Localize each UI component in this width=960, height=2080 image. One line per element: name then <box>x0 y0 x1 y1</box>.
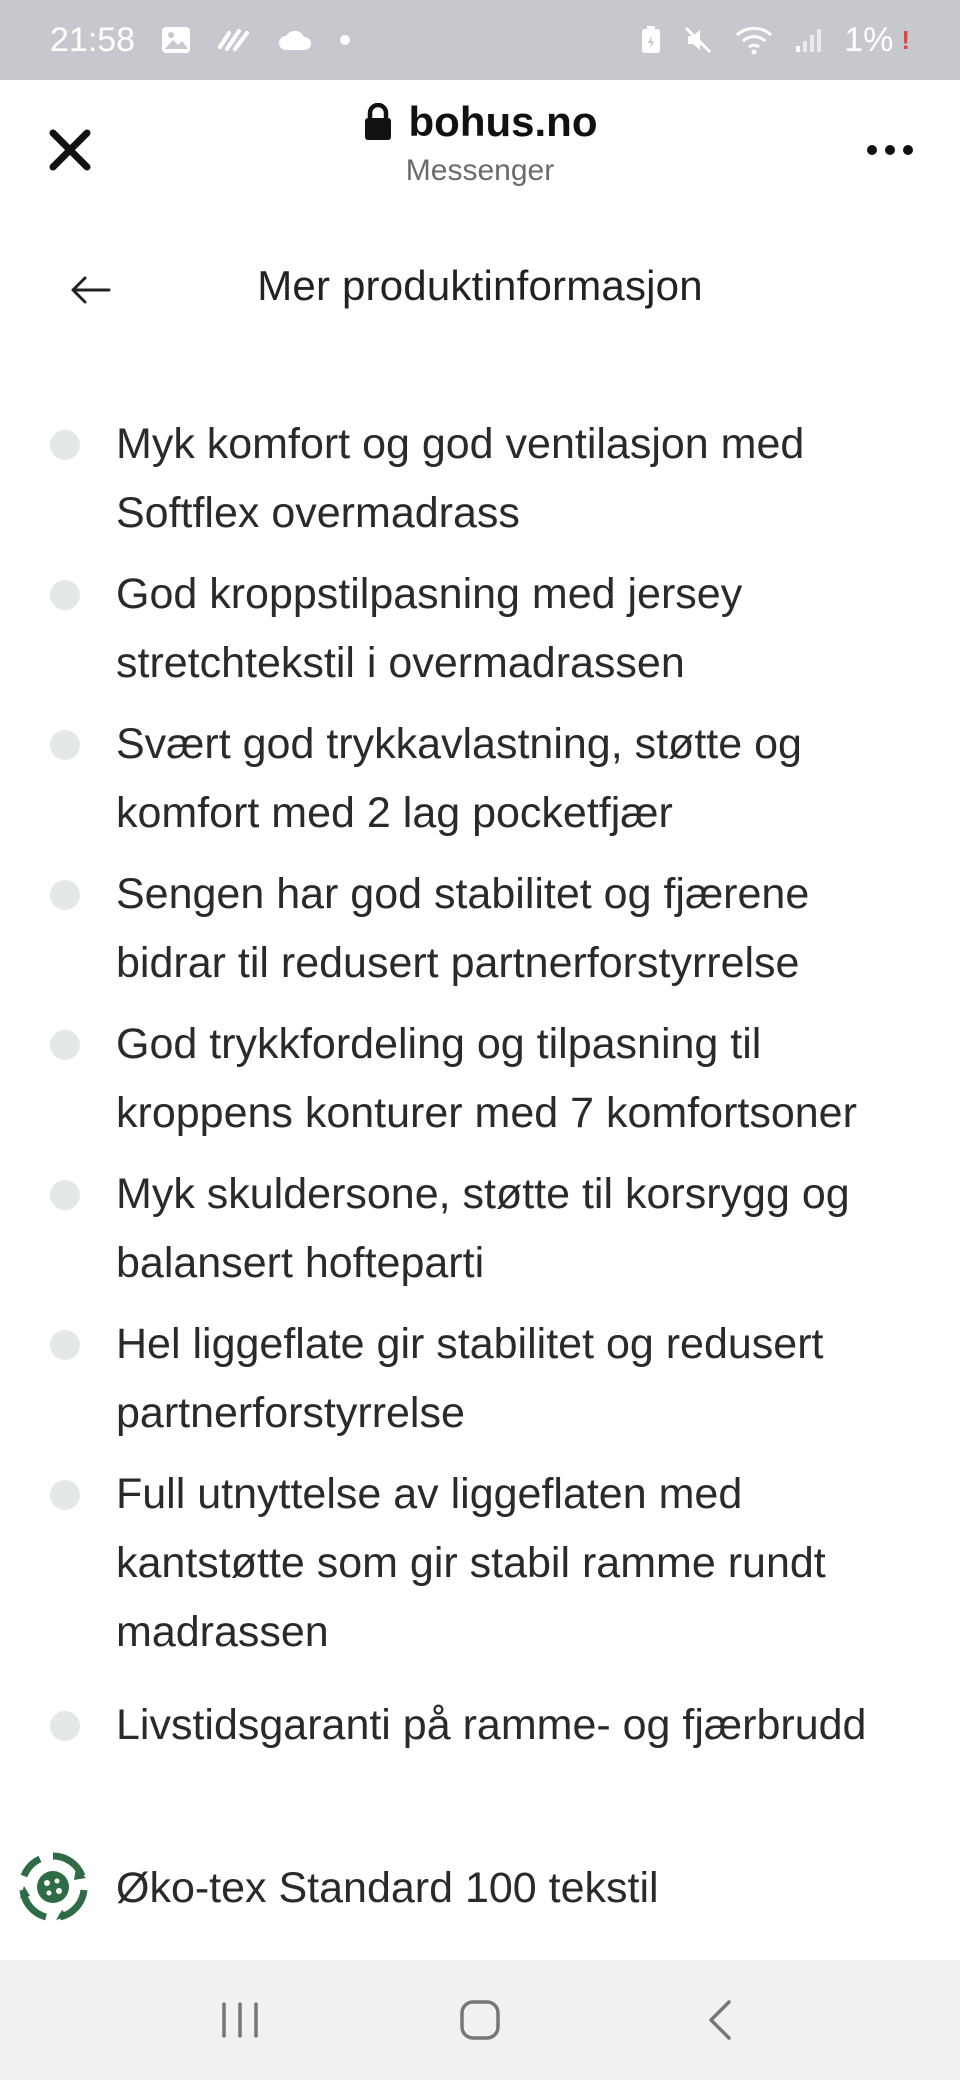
status-right <box>640 21 910 60</box>
browser-subtitle: Messenger <box>405 154 555 187</box>
list-item <box>0 710 960 848</box>
gallery-icon <box>161 26 191 54</box>
close-icon <box>48 128 92 172</box>
status-left <box>50 21 351 60</box>
list-item <box>0 1691 960 1760</box>
status-bar <box>0 0 960 80</box>
home-icon <box>458 1998 502 2042</box>
list-item <box>0 1010 960 1148</box>
url-line <box>280 98 680 146</box>
bullet-icon <box>50 1480 80 1510</box>
bullet-icon <box>50 1030 80 1060</box>
bullet-icon <box>50 1330 80 1360</box>
browser-bar <box>0 80 960 210</box>
status-time: 21:58 <box>50 20 136 59</box>
lock-icon <box>363 103 393 141</box>
cloud-icon <box>277 28 313 52</box>
feature-text: Myk komfort og god ventilasjon med Softflex overmadrass <box>116 420 805 537</box>
battery-percent: 1% <box>844 20 894 59</box>
certification-label: Øko-tex Standard 100 tekstil <box>116 1864 659 1912</box>
bullet-icon <box>50 430 80 460</box>
certification-row <box>0 1850 960 1930</box>
bullet-icon <box>50 1180 80 1210</box>
bullet-icon <box>50 580 80 610</box>
feature-text: Myk skuldersone, støtte til korsrygg og balansert hofteparti <box>116 1170 850 1287</box>
feature-text: God trykkfordeling og tilpasning til kroppens konturer med 7 komfortsoner <box>116 1020 857 1137</box>
feature-text: Sengen har god stabilitet og fjærene bidrar til redusert partnerforstyrrelse <box>116 870 810 987</box>
mute-icon <box>682 24 714 56</box>
feature-text: Full utnyttelse av liggeflaten med kantstøtte som gir stabil ramme rundt madrassen <box>116 1470 826 1656</box>
list-item <box>0 860 960 998</box>
cell-signal-icon <box>794 26 824 54</box>
oeko-tex-icon <box>16 1850 90 1924</box>
battery-saver-icon <box>640 25 662 55</box>
dot-icon <box>339 34 351 46</box>
battery-warning-icon: ! <box>901 24 910 55</box>
feature-text: God kroppstilpasning med jersey stretchtekstil i overmadrassen <box>116 570 743 687</box>
chevron-left-icon <box>705 1998 735 2042</box>
list-item <box>0 1460 960 1667</box>
list-item <box>0 560 960 698</box>
recents-button[interactable] <box>200 1980 280 2060</box>
nav-back-button[interactable] <box>680 1980 760 2060</box>
feature-text: Hel liggeflate gir stabilitet og redusert partnerforstyrrelse <box>116 1320 824 1437</box>
feature-text: Svært god trykkavlastning, støtte og komfort med 2 lag pocketfjær <box>116 720 802 837</box>
feature-list <box>0 410 960 1772</box>
url-block[interactable] <box>280 98 680 188</box>
list-item <box>0 410 960 548</box>
bullet-icon <box>50 1711 80 1741</box>
signal-wave-icon <box>217 27 251 53</box>
page-title: Mer produktinformasjon <box>257 262 703 309</box>
bullet-icon <box>50 880 80 910</box>
page-header <box>0 240 960 340</box>
bullet-icon <box>50 730 80 760</box>
wifi-icon <box>734 25 774 55</box>
list-item <box>0 1310 960 1448</box>
close-button[interactable] <box>40 120 100 180</box>
url-domain: bohus.no <box>408 98 598 145</box>
more-options-button[interactable] <box>860 120 920 180</box>
home-button[interactable] <box>440 1980 520 2060</box>
more-icon <box>866 144 914 156</box>
feature-text: Livstidsgaranti på ramme- og fjærbrudd <box>116 1701 867 1749</box>
system-nav-bar <box>0 1960 960 2080</box>
list-item <box>0 1160 960 1298</box>
recents-icon <box>218 2000 262 2040</box>
